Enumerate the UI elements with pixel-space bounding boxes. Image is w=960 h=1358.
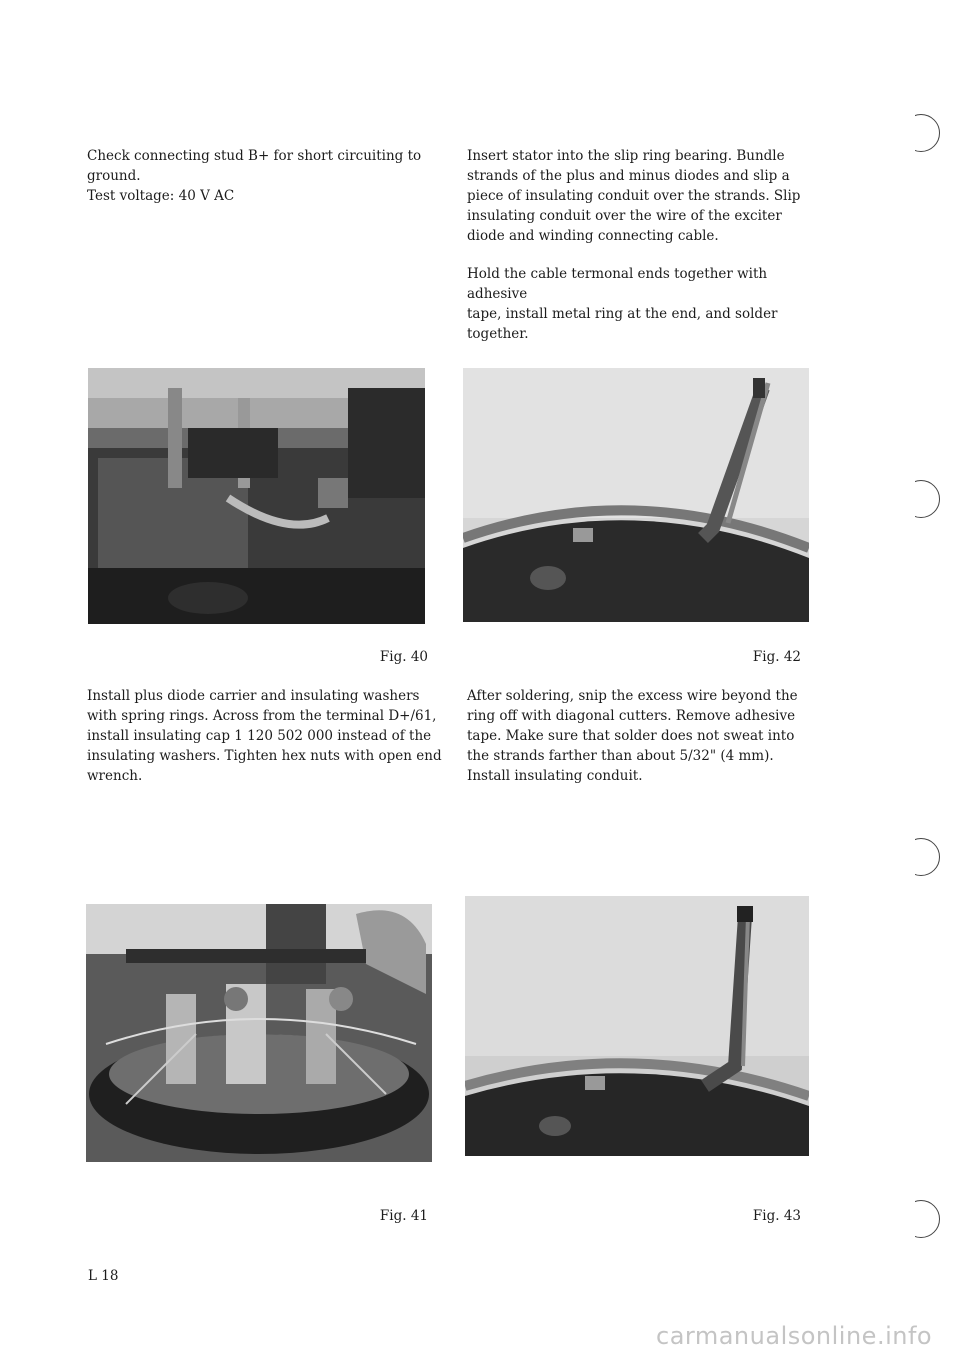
page-number: L 18	[88, 1268, 119, 1284]
fig41-caption: Fig. 41	[379, 1208, 428, 1224]
middle-paragraph-right: After soldering, snip the excess wire beyond the ring off with diagonal cutters. Remove adhesive tape. Make sure that solder does not sweat into the strands farther than about 5/32" (4 mm). Install insulating conduit.	[467, 688, 798, 784]
punch-hole-mask-2	[895, 476, 915, 518]
middle-paragraph-left: Install plus diode carrier and insulating washers with spring rings. Across from the terminal D+/61, install insulating cap 1 120 502 000 instead of the insulating washers. Tighten hex nuts with open end wrench.	[87, 688, 442, 784]
punch-hole-mask-4	[895, 1196, 915, 1238]
intro-paragraph-left: Check connecting stud B+ for short circuiting to ground. Test voltage: 40 V AC	[87, 148, 422, 204]
fig43-caption: Fig. 43	[752, 1208, 801, 1224]
punch-hole-mask-3	[895, 834, 915, 876]
fig43-photo	[465, 896, 809, 1156]
fig42-caption: Fig. 42	[752, 649, 801, 665]
fig40-photo	[88, 368, 425, 624]
intro-paragraph-right-1: Insert stator into the slip ring bearing. Bundle strands of the plus and minus diodes and slip a piece of insulating conduit over the strands. Slip insulating conduit over the wire of the exciter diode and winding connecting cable.	[467, 148, 801, 244]
punch-hole-mask-1	[895, 110, 915, 152]
fig41-photo	[86, 904, 432, 1162]
fig42-photo	[463, 368, 809, 622]
fig40-caption: Fig. 40	[379, 649, 428, 665]
intro-paragraph-right-2: Hold the cable termonal ends together with adhesive tape, install metal ring at the end, and solder together.	[467, 266, 778, 342]
watermark: carmanualsonline.info	[656, 1322, 933, 1350]
